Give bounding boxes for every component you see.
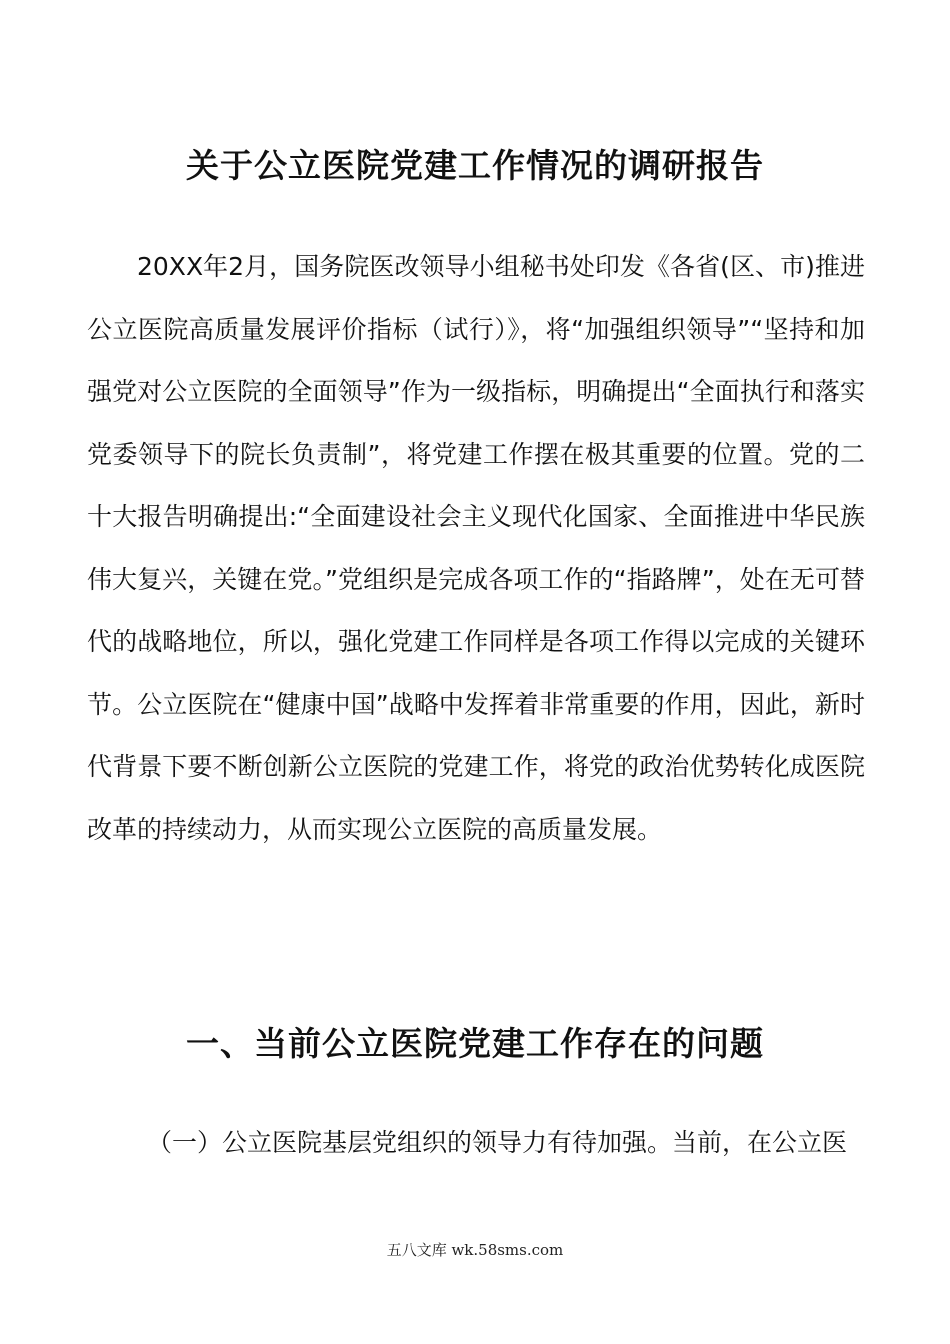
intro-paragraph: 20XX年2月，国务院医改领导小组秘书处印发《各省(区、市)推进公立医院高质量发展评价指标（试行）》，将“加强组织领导”“坚持和加强党对公立医院的全面领导”作为一级指标，明确提出“全面执行和落实党委领导下的院长负责制”，将党建工作摆在极其重要的位置。党的二十大报告明确提出:“全面建设社会主义现代化国家、全面推进中华民族伟大复兴，关键在党。”党组织是完成各项工作的“指路牌”，处在无可替代的战略地位，所以，强化党建工作同样是各项工作得以完成的关键环节。公立医院在“健康中国”战略中发挥着非常重要的作用，因此，新时代背景下要不断创新公立医院的党建工作，将党的政治优势转化成医院改革的持续动力，从而实现公立医院的高质量发展。 [87,252,865,844]
footer-watermark: 五八文库 wk.58sms.com [386,1241,564,1259]
section-heading: 一、当前公立医院党建工作存在的问题 [186,1024,764,1063]
sub-paragraph: （一）公立医院基层党组织的领导力有待加强。当前，在公立医 [147,1128,848,1157]
document-title: 关于公立医院党建工作情况的调研报告 [186,146,764,185]
